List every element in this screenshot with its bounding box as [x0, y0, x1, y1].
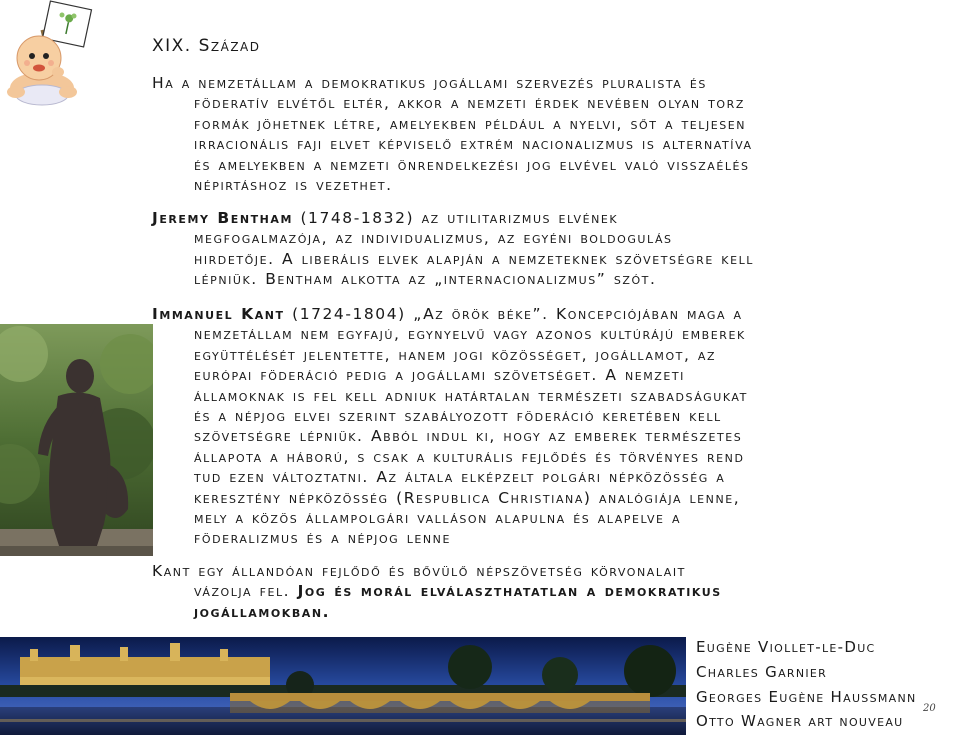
text-line — [152, 208, 942, 228]
text-line: és amelyekben a nemzeti önrendelkezési jog elvével való visszaélés — [194, 155, 750, 174]
bridge-icon — [230, 693, 650, 713]
architect-name: Eugène Viollet-le-Duc — [696, 638, 876, 656]
page-number: 20 — [923, 703, 936, 714]
paragraph-kant — [152, 304, 942, 549]
page-title: XIX. Század — [152, 36, 261, 56]
text-line — [152, 304, 942, 324]
text-line: formák jöhetnek létre, amelyekben például a nyelvi, sőt a teljesen — [194, 114, 747, 133]
text-line: államoknak is fel kell adniuk határtalan természeti szabadságukat — [194, 386, 748, 405]
paragraph-kant-league — [152, 561, 942, 622]
text-line: föderatív elvétől eltér, akkor a nemzeti érdek nevében olyan torz — [194, 94, 745, 113]
text-line: Ha a nemzetállam a demokratikus jogállami szervezés pluralista és — [152, 74, 707, 92]
architect-name: Georges Eugène Haussmann — [696, 687, 917, 706]
kant-dates: (1724-1804) „Az örök béke”. Koncepciójában maga a — [284, 305, 743, 323]
paragraph-bentham — [152, 208, 942, 290]
text-line: irracionális faji elvet képviselő extrém nacionalizmus is alternatíva — [194, 135, 753, 154]
text-line: szövetségre lépniük. Abból indul ki, hogy az emberek természetes — [194, 427, 743, 446]
text-line: állapota a háború, s csak a kulturális fejlődés és törvényes rend — [194, 447, 745, 466]
bentham-name: Jeremy Bentham — [152, 209, 293, 227]
text-line: keresztény népközösség (Respublica Christiana) analógiája lenne, — [194, 488, 741, 507]
text-line: megfogalmazója, az individualizmus, az egyéni boldogulás — [194, 229, 673, 248]
text-line: mely a közös állampolgári valláson alapulna és alapelve a — [194, 509, 682, 528]
architect-name: Charles Garnier — [696, 662, 828, 681]
architects-list — [696, 635, 917, 734]
text-line: lépniük. Bentham alkotta az „internacionalizmus” szót. — [194, 270, 657, 289]
text-line: hirdetője. A liberális elvek alapján a nemzeteknek szövetségre kell — [194, 249, 754, 268]
baby-mascot-illustration — [2, 0, 102, 108]
bentham-dates: (1748-1832) az utilitarizmus elvének — [292, 209, 619, 227]
kant-name: Immanuel Kant — [152, 305, 285, 323]
text-emphasis: Jog és morál elválaszthatatlan a demokratikus — [297, 582, 722, 601]
text-line: és a népjog elvei szerint szabályozott föderáció keretében kell — [194, 407, 722, 426]
text-plain: vázolja fel. — [194, 582, 298, 601]
text-line: jogállamokban. — [194, 602, 331, 621]
text-line: Kant egy állandóan fejlődő és bővülő népszövetség körvonalait — [152, 562, 686, 580]
carcassonne-night-panorama — [0, 637, 686, 735]
text-line: együttélését jelentette, hanem jogi közösséget, jogállamot, az — [194, 345, 717, 364]
kant-statue-photo — [0, 324, 153, 556]
architect-name: Otto Wagner art nouveau — [696, 712, 904, 731]
text-line: nemzetállam nem egyfajú, egynyelvű vagy azonos kultúrájú emberek — [194, 325, 746, 344]
text-line — [152, 581, 942, 601]
text-line: népirtáshoz is vezethet. — [194, 176, 393, 195]
paragraph-nation-state — [152, 73, 942, 195]
baby-icon — [7, 36, 77, 105]
text-line: tud ezen változtatni. Az általa elképzelt polgári népközösség a — [194, 468, 726, 487]
text-line: európai föderáció pedig a jogállami szövetséget. A nemzeti — [194, 366, 685, 385]
text-line: föderalizmus és a népjog lenne — [194, 529, 451, 548]
